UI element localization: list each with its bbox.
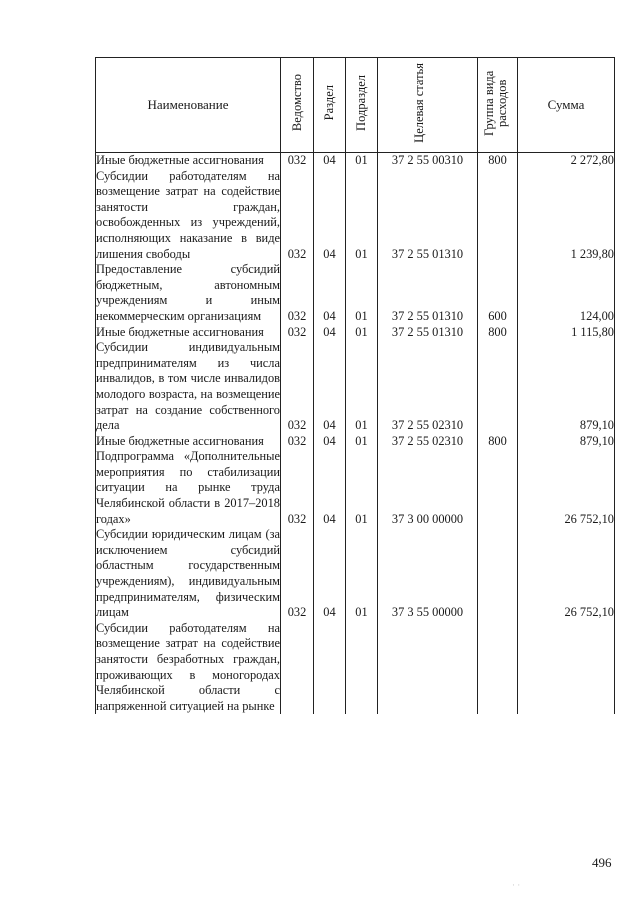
row-name: Иные бюджетные ассигнования bbox=[96, 153, 281, 169]
row-summa: 26 752,10 bbox=[518, 527, 615, 621]
row-podrazdel: 01 bbox=[346, 169, 378, 263]
header-vedomstvo bbox=[281, 58, 314, 153]
table-row bbox=[96, 262, 615, 324]
header-name-label: Наименование bbox=[147, 97, 229, 112]
table-row bbox=[96, 449, 615, 527]
row-vedomstvo: 032 bbox=[281, 449, 314, 527]
row-podrazdel: 01 bbox=[346, 434, 378, 450]
row-razdel bbox=[314, 621, 346, 715]
header-celevaya bbox=[378, 58, 478, 153]
row-razdel: 04 bbox=[314, 169, 346, 263]
header-name bbox=[96, 58, 281, 153]
row-vedomstvo: 032 bbox=[281, 169, 314, 263]
header-celevaya-label: Целевая статья bbox=[411, 63, 426, 143]
row-vedomstvo: 032 bbox=[281, 262, 314, 324]
header-razdel bbox=[314, 58, 346, 153]
table-header bbox=[96, 58, 615, 153]
row-summa: 1 115,80 bbox=[518, 325, 615, 341]
row-podrazdel: 01 bbox=[346, 340, 378, 434]
table-row bbox=[96, 621, 615, 715]
row-podrazdel: 01 bbox=[346, 527, 378, 621]
row-vedomstvo: 032 bbox=[281, 527, 314, 621]
row-summa: 879,10 bbox=[518, 434, 615, 450]
table-row bbox=[96, 153, 615, 169]
row-summa: 124,00 bbox=[518, 262, 615, 324]
row-razdel: 04 bbox=[314, 325, 346, 341]
header-vedomstvo-label: Ведомство bbox=[289, 74, 304, 132]
row-podrazdel: 01 bbox=[346, 262, 378, 324]
row-name: Субсидии работодателям на возмещение затрат на содействие занятости граждан, освобожденных из учреждений, исполняющих наказание в виде лишения свободы bbox=[96, 168, 280, 261]
row-gruppa bbox=[478, 621, 518, 715]
row-celevaya: 37 2 55 01310 bbox=[378, 169, 478, 263]
table-row bbox=[96, 340, 615, 434]
row-name: Подпрограмма «Дополнительные мероприятия по стабилизации ситуации на рынке труда Челябинской области в 2017–2018 годах» bbox=[96, 449, 280, 526]
row-name: Субсидии индивидуальным предпринимателям из числа инвалидов, в том числе инвалидов молодого возраста, на возмещение затрат на создание собственного дела bbox=[96, 340, 280, 433]
header-podrazdel bbox=[346, 58, 378, 153]
header-gruppa bbox=[478, 58, 518, 153]
table-row bbox=[96, 325, 615, 341]
row-razdel: 04 bbox=[314, 153, 346, 169]
row-name: Иные бюджетные ассигнования bbox=[96, 434, 281, 450]
header-summa-label: Сумма bbox=[547, 97, 585, 112]
row-name: Иные бюджетные ассигнования bbox=[96, 325, 281, 341]
row-razdel: 04 bbox=[314, 434, 346, 450]
row-celevaya: 37 2 55 01310 bbox=[378, 262, 478, 324]
row-gruppa: 600 bbox=[478, 262, 518, 324]
row-razdel: 04 bbox=[314, 340, 346, 434]
table-body bbox=[96, 153, 615, 715]
row-podrazdel bbox=[346, 621, 378, 715]
row-celevaya bbox=[378, 621, 478, 715]
row-vedomstvo: 032 bbox=[281, 325, 314, 341]
table-row bbox=[96, 169, 615, 263]
header-podrazdel-label: Подраздел bbox=[354, 75, 368, 131]
row-vedomstvo bbox=[281, 621, 314, 715]
budget-table bbox=[95, 57, 615, 714]
table-row bbox=[96, 527, 615, 621]
header-gruppa-label: Группа вида расходов bbox=[481, 70, 509, 136]
row-celevaya: 37 2 55 02310 bbox=[378, 340, 478, 434]
row-vedomstvo: 032 bbox=[281, 340, 314, 434]
row-summa: 879,10 bbox=[518, 340, 615, 434]
row-summa bbox=[518, 621, 615, 715]
table-row bbox=[96, 434, 615, 450]
row-summa: 2 272,80 bbox=[518, 153, 615, 169]
page-number: 496 bbox=[592, 855, 612, 870]
row-summa: 1 239,80 bbox=[518, 169, 615, 263]
row-name: Субсидии работодателям на возмещение затрат на содействие занятости безработных граждан, проживающих в моногородах Челябинской области с напряженной ситуацией на рынке bbox=[96, 620, 280, 713]
row-celevaya: 37 2 55 01310 bbox=[378, 325, 478, 341]
row-podrazdel: 01 bbox=[346, 449, 378, 527]
header-razdel-label: Раздел bbox=[322, 85, 336, 121]
row-gruppa bbox=[478, 527, 518, 621]
row-gruppa bbox=[478, 340, 518, 434]
row-gruppa: 800 bbox=[478, 434, 518, 450]
row-podrazdel: 01 bbox=[346, 325, 378, 341]
row-celevaya: 37 2 55 00310 bbox=[378, 153, 478, 169]
row-razdel: 04 bbox=[314, 262, 346, 324]
row-summa: 26 752,10 bbox=[518, 449, 615, 527]
row-gruppa: 800 bbox=[478, 153, 518, 169]
row-gruppa bbox=[478, 449, 518, 527]
row-celevaya: 37 3 55 00000 bbox=[378, 527, 478, 621]
row-name: Предоставление субсидий бюджетным, автономным учреждениям и иным некоммерческим организациям bbox=[96, 262, 280, 323]
row-name: Субсидии юридическим лицам (за исключением субсидий областным государственным учреждениям), индивидуальным предпринимателям, физическим лицам bbox=[96, 527, 280, 620]
row-vedomstvo: 032 bbox=[281, 153, 314, 169]
row-celevaya: 37 3 00 00000 bbox=[378, 449, 478, 527]
row-gruppa bbox=[478, 169, 518, 263]
row-podrazdel: 01 bbox=[346, 153, 378, 169]
row-vedomstvo: 032 bbox=[281, 434, 314, 450]
row-razdel: 04 bbox=[314, 527, 346, 621]
row-gruppa: 800 bbox=[478, 325, 518, 341]
header-summa bbox=[518, 58, 615, 153]
row-celevaya: 37 2 55 02310 bbox=[378, 434, 478, 450]
scan-specks: · · bbox=[512, 880, 521, 890]
row-razdel: 04 bbox=[314, 449, 346, 527]
